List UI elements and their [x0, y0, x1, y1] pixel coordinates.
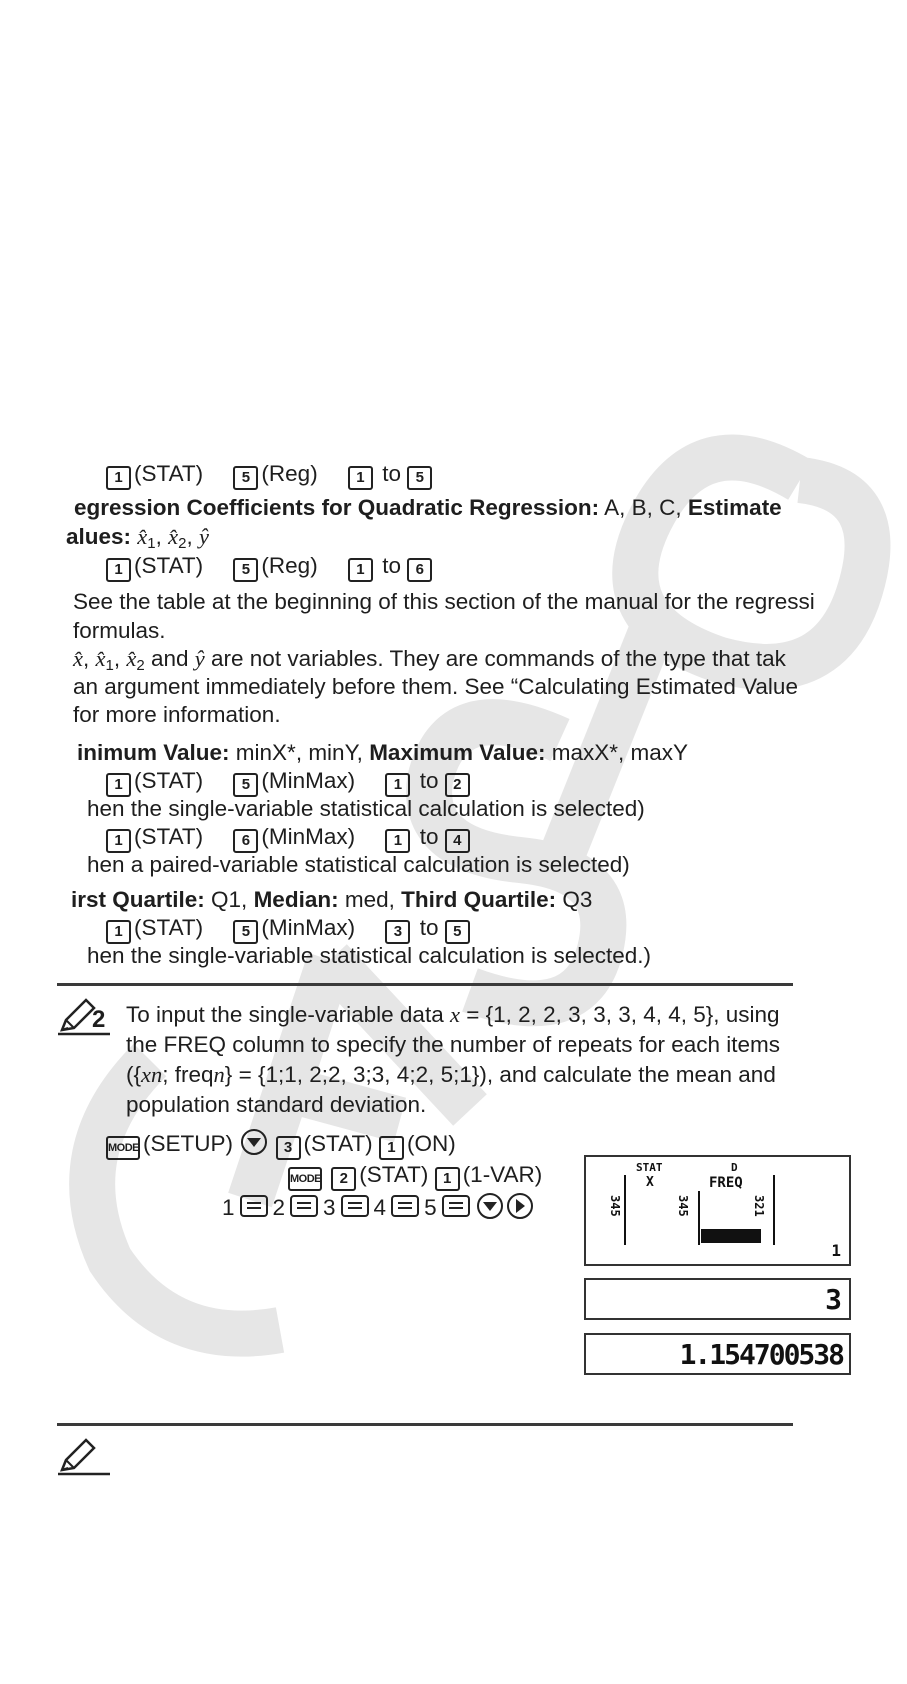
- key-sequence-reg-1to6: 1 (STAT) 5 (Reg) 1 to 6: [106, 551, 435, 582]
- screen-cursor-cell: [701, 1229, 761, 1243]
- note-line-1: See the table at the beginning of this section of the manual for the regressi: [73, 589, 815, 614]
- screen-left-column: 345: [608, 1195, 622, 1217]
- equals-key-icon: [391, 1195, 419, 1217]
- note-single-variable-2: hen the single-variable statistical calculation is selected.): [87, 943, 652, 968]
- note-line-4: an argument immediately before them. See “Calculating Estimated Value: [73, 674, 798, 699]
- example-line-4: population standard deviation.: [126, 1092, 427, 1117]
- example-line-2: the FREQ column to specify the number of repeats for each items: [126, 1032, 781, 1057]
- mean-result-screen: 3: [584, 1278, 851, 1320]
- divider: [57, 1423, 793, 1426]
- stddev-result-screen: 1.154700538: [584, 1333, 851, 1375]
- equals-key-icon: [341, 1195, 369, 1217]
- note-single-variable: hen the single-variable statistical calculation is selected): [87, 796, 645, 821]
- note-line-2: formulas.: [73, 618, 166, 643]
- screen-freq-column: 321: [752, 1195, 766, 1217]
- pencil-icon: [58, 1436, 110, 1476]
- divider: [57, 983, 793, 986]
- note-line-3: x̂, x̂1, x̂2 and ŷ are not variables. They are commands of the type that tak: [73, 646, 786, 674]
- heading-quadratic-regression: egression Coefficients for Quadratic Regression: A, B, C, Estimate: [74, 495, 782, 520]
- note-paired-variable: hen a paired-variable statistical calculation is selected): [87, 852, 630, 877]
- key-sequence-minmax-1to2: 1 (STAT) 5 (MinMax) 1 to 2: [106, 766, 473, 797]
- right-arrow-key-icon: [507, 1193, 533, 1219]
- stat-editor-screen: STAT D X FREQ 345 345 321 1: [584, 1155, 851, 1266]
- down-arrow-key-icon: [477, 1193, 503, 1219]
- heading-min-max: inimum Value: minX*, minY, Maximum Value: maxX*, maxY: [77, 740, 689, 765]
- equals-key-icon: [290, 1195, 318, 1217]
- note-line-5: for more information.: [73, 702, 281, 727]
- mode-key: MODE: [106, 1136, 140, 1160]
- key-sequence-reg-1to5: 1 (STAT) 5 (Reg) 1 to 5: [106, 459, 435, 490]
- mode-key: MODE: [288, 1167, 322, 1191]
- example-line-1: To input the single-variable data x = {1, 2, 2, 3, 3, 3, 4, 4, 5}, using: [126, 1002, 780, 1027]
- key-5: 5: [233, 466, 258, 490]
- key-sequence-setup: MODE (SETUP) 3 (STAT) 1 (ON): [106, 1129, 456, 1160]
- key-5: 5: [407, 466, 432, 490]
- key-sequence-data-entry: 1 2 3 4 5: [222, 1193, 535, 1223]
- equals-key-icon: [240, 1195, 268, 1217]
- example-line-3: ({xn; freqn} = {1;1, 2;2, 3;3, 4;2, 5;1}), and calculate the mean and: [126, 1062, 776, 1087]
- screen-x-column: 345: [676, 1195, 690, 1217]
- heading-quartiles: irst Quartile: Q1, Median: med, Third Quartile: Q3: [71, 887, 593, 912]
- key-sequence-minmax-1to4: 1 (STAT) 6 (MinMax) 1 to 4: [106, 822, 473, 853]
- math-x-hat: x̂: [137, 524, 148, 549]
- heading-estimated-values: alues: x̂1, x̂2, ŷ: [66, 524, 210, 552]
- example-number: 2: [92, 1006, 106, 1033]
- key-1: 1: [348, 466, 373, 490]
- key-1: 1: [106, 466, 131, 490]
- key-sequence-minmax-3to5: 1 (STAT) 5 (MinMax) 3 to 5: [106, 913, 473, 944]
- equals-key-icon: [442, 1195, 470, 1217]
- down-arrow-key-icon: [241, 1129, 267, 1155]
- key-sequence-1var: MODE 2 (STAT) 1 (1-VAR): [288, 1160, 542, 1191]
